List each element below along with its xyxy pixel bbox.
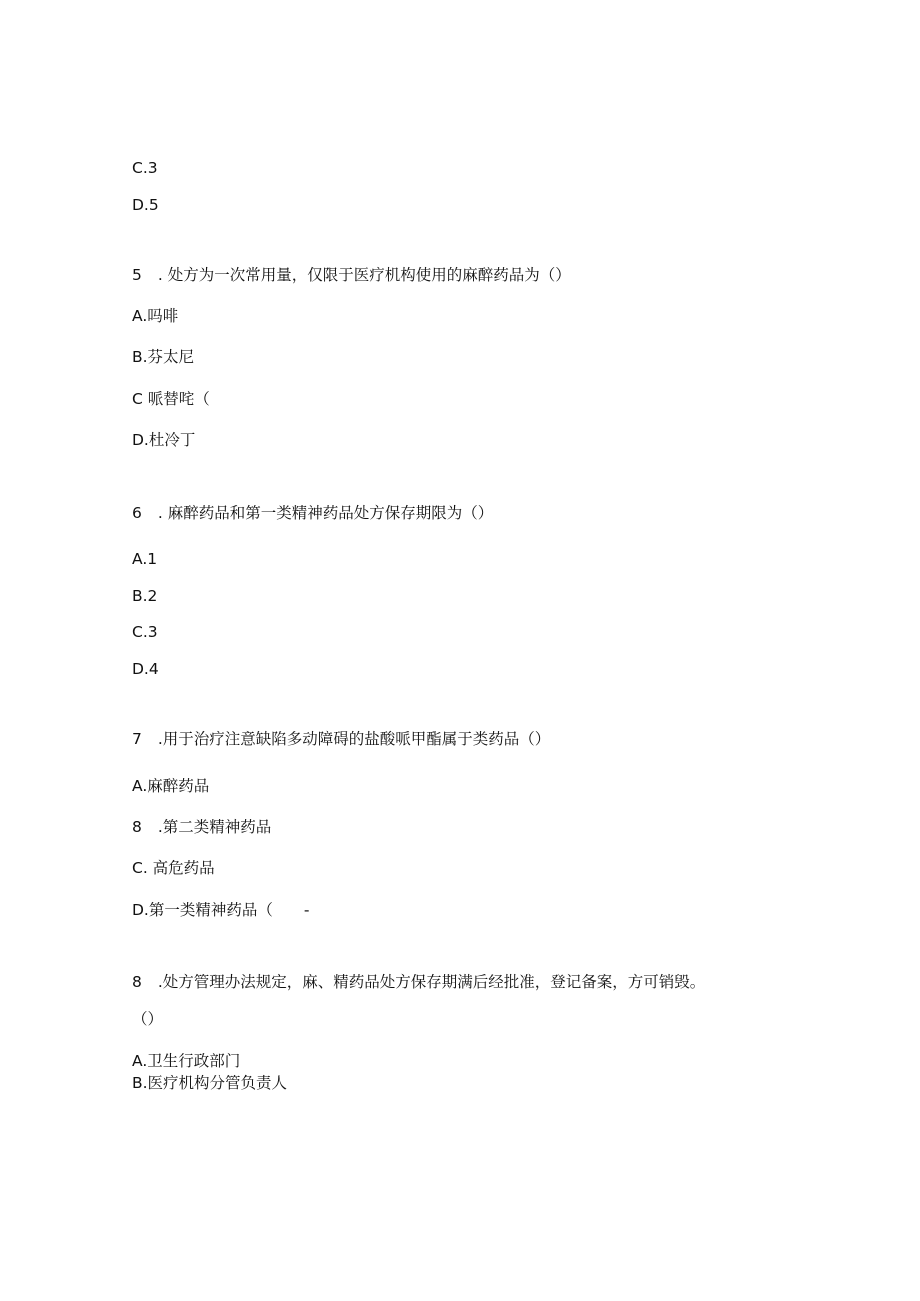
question-6 <box>132 503 493 523</box>
question-text: .处方管理办法规定，麻、精药品处方保存期满后经批准，登记备案，方可销毁。 <box>157 973 706 991</box>
option-d: D.5 <box>132 196 159 214</box>
option-d: D.杜冷丁 <box>132 431 196 449</box>
option-d: D.第一类精神药品（ - <box>132 901 310 919</box>
option-a: A.1 <box>132 550 158 568</box>
option-a: A.吗啡 <box>132 307 179 325</box>
question-text: . 麻醉药品和第一类精神药品处方保存期限为（） <box>157 504 494 522</box>
option-c: C. 高危药品 <box>132 859 215 877</box>
option-b: B.芬太尼 <box>132 348 195 366</box>
answer-blank: （） <box>132 1010 164 1028</box>
option-c: C.3 <box>132 623 158 641</box>
question-8 <box>132 972 705 992</box>
option-c: C.3 <box>132 159 158 177</box>
option-b: B.医疗机构分管负责人 <box>132 1074 288 1092</box>
question-number: 8 <box>132 973 142 991</box>
question-number: 7 <box>132 730 142 748</box>
question-7 <box>132 729 550 749</box>
option-c: C 哌替咤（ <box>132 390 210 408</box>
option-a: A.卫生行政部门 <box>132 1052 241 1070</box>
option-a: A.麻醉药品 <box>132 777 210 795</box>
question-number: 8 <box>132 818 142 836</box>
option-d: D.4 <box>132 660 159 678</box>
question-number: 5 <box>132 266 142 284</box>
option-b: 8 .第二类精神药品 <box>132 818 272 836</box>
question-number: 6 <box>132 504 142 522</box>
question-text: .用于治疗注意缺陷多动障碍的盐酸哌甲酯属于类药品（） <box>157 730 551 748</box>
question-text: . 处方为一次常用量，仅限于医疗机构使用的麻醉药品为（） <box>157 266 571 284</box>
question-5 <box>132 265 571 285</box>
option-b: B.2 <box>132 587 158 605</box>
